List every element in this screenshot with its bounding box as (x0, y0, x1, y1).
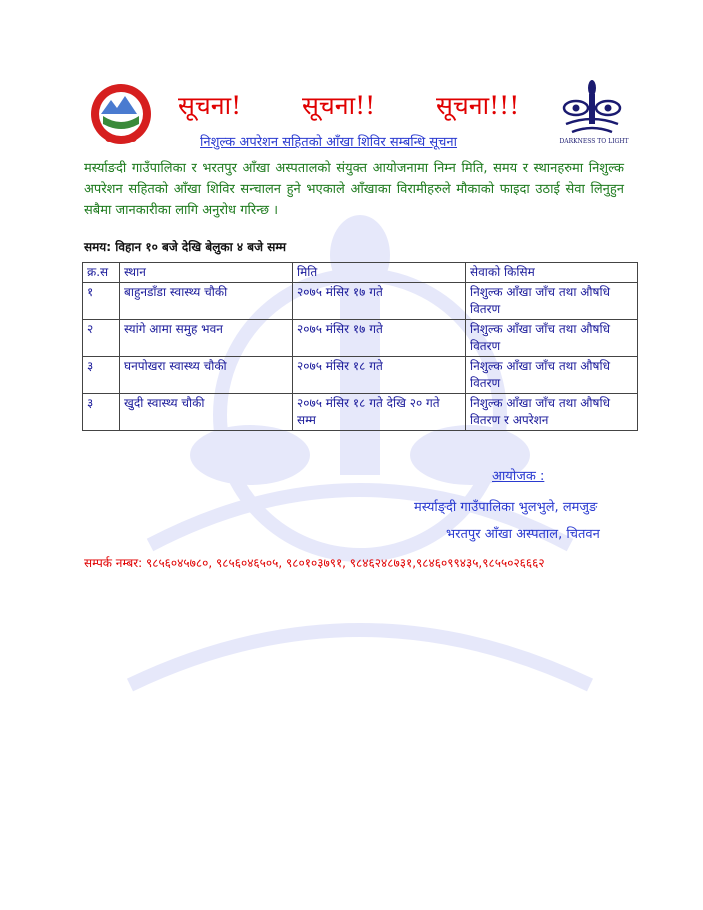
eye-hospital-logo-icon (558, 78, 626, 142)
camp-schedule-table (82, 262, 638, 431)
cell-place: खुदी स्वास्थ्य चौकी (120, 394, 293, 431)
table-row (83, 283, 638, 320)
cell-sn: १ (83, 283, 120, 320)
cell-service: निशुल्क आँखा जाँच तथा औषधि वितरण (466, 283, 638, 320)
table-row (83, 357, 638, 394)
organizer-line-2: भरतपुर आँखा अस्पताल, चितवन (446, 527, 600, 542)
cell-date: २०७५ मंसिर १८ गते देखि २० गते सम्म (293, 394, 466, 431)
table-row (83, 320, 638, 357)
organizer-title: आयोजक : (492, 469, 545, 484)
cell-service: निशुल्क आँखा जाँच तथा औषधि वितरण (466, 357, 638, 394)
contact-numbers: सम्पर्क नम्बर: ९८५६०४५७८०, ९८५६०४६५०५, ९८०१०३७९१, ९८४६२४८७३१,९८४६०९९४३५,९८५५०२६६६२ (84, 556, 545, 570)
cell-date: २०७५ मंसिर १७ गते (293, 283, 466, 320)
cell-sn: २ (83, 320, 120, 357)
header-place: स्थान (120, 263, 293, 283)
table-header-row (83, 263, 638, 283)
cell-date: २०७५ मंसिर १८ गते (293, 357, 466, 394)
headline-notice-3: सूचना!!! (436, 91, 520, 120)
header-date: मिति (293, 263, 466, 283)
cell-date: २०७५ मंसिर १७ गते (293, 320, 466, 357)
headline-notice-1: सूचना! (178, 91, 242, 120)
intro-paragraph: मर्स्याङदी गाउँपालिका र भरतपुर आँखा अस्पतालको संयुक्त आयोजनामा निम्न मिति, समय र स्थानहरुमा निशुल्क अपरेशन सहितको आँखा शिविर सन्चालन हुने भएकाले आँखाका विरामीहरुले मौकाको फाइदा उठाई सेवा लिनुहुन सबैमा जानकारीका लागि अनुरोध गरिन्छ । (84, 161, 624, 218)
header-sn: क्र.स (83, 263, 120, 283)
cell-place: घनपोखरा स्वास्थ्य चौकी (120, 357, 293, 394)
organizer-line-1: मर्स्याङ्दी गाउँपालिका भुलभुले, लमजुङ (414, 500, 598, 515)
headline-notice-2: सूचना!! (302, 91, 376, 120)
nepal-emblem-icon (85, 80, 157, 146)
header-service: सेवाको किसिम (466, 263, 638, 283)
table-row (83, 394, 638, 431)
page-subtitle: निशुल्क अपरेशन सहितको आँखा शिविर सम्बन्धि सूचना (200, 135, 458, 150)
cell-place: बाहुनडाँडा स्वास्थ्य चौकी (120, 283, 293, 320)
logo-caption: DARKNESS TO LIGHT (559, 138, 629, 145)
cell-place: स्यांगे आमा समुह भवन (120, 320, 293, 357)
cell-service: निशुल्क आँखा जाँच तथा औषधि वितरण र अपरेशन (466, 394, 638, 431)
cell-sn: ३ (83, 394, 120, 431)
cell-sn: ३ (83, 357, 120, 394)
cell-service: निशुल्क आँखा जाँच तथा औषधि वितरण (466, 320, 638, 357)
time-line: समय: विहान १० बजे देखि बेलुका ४ बजे सम्म (84, 240, 287, 254)
